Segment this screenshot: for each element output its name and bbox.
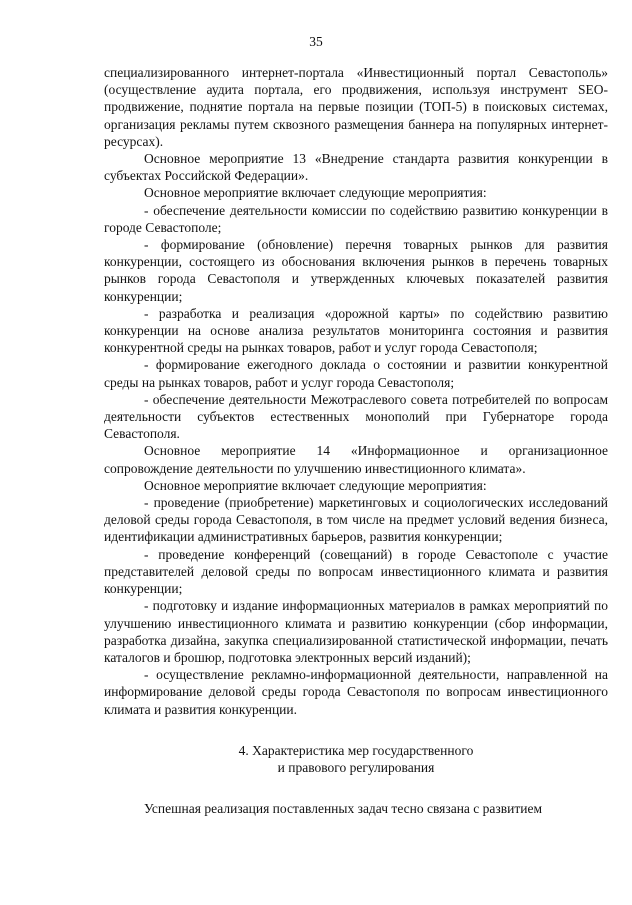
list-item-research: - проведение (приобретение) маркетинговых и социологических исследований деловой среды города Севастополя, в том числе на предмет условий ведения бизнеса, идентификации административных барьеров, развития конкуренции; [104,495,608,545]
list-item-market-list: - формирование (обновление) перечня товарных рынков для развития конкуренции, состоящего из обоснования включения рынков в перечень товарных рынков города Севастополя и утвержденных ключевых показателей развития конкуренции; [104,237,608,304]
list-item-annual-report: - формирование ежегодного доклада о состоянии и развитии конкурентной среды на рынках товаров, работ и услуг города Севастополя; [104,357,608,390]
document-body [104,64,608,817]
list-item-advertising: - осуществление рекламно-информационной деятельности, направленной на информирование деловой среды города Севастополя по вопросам инвестиционного климата и развития конкуренции. [104,667,608,717]
paragraph-main-activity-13: Основное мероприятие 13 «Внедрение стандарта развития конкуренции в субъектах Российской Федерации». [104,151,608,184]
list-item-roadmap: - разработка и реализация «дорожной карты» по содействию развитию конкуренции на основе анализа результатов мониторинга состояния и развития конкурентной среды на рынках товаров, работ и услуг города Севастополя; [104,305,608,356]
section-heading [104,742,608,776]
page-number: 35 [309,34,323,49]
paragraph-closing: Успешная реализация поставленных задач тесно связана с развитием [144,801,542,817]
paragraph-portal-continuation: специализированного интернет-портала «Инвестиционный портал Севастополь» (осуществление аудита портала, его продвижения, используя инструмент SEO-продвижение, поднятие портала на первые позиции (ТОП-5) в поисковых системах, организация рекламы путем сквозного размещения баннера на популярных интернет-ресурсах). [104,65,608,149]
list-item-conferences: - проведение конференций (совещаний) в городе Севастополе с участие представителей деловой среды по вопросам инвестиционного климата и развития конкуренции; [104,546,608,597]
list-item-consumer-council: - обеспечение деятельности Межотраслевого совета потребителей по вопросам деятельности субъектов естественных монополий при Губернаторе города Севастополя. [104,391,608,442]
paragraph-activities-intro: Основное мероприятие включает следующие мероприятия: [144,185,487,201]
paragraph-main-activity-14: Основное мероприятие 14 «Информационное и организационное сопровождение деятельности по улучшению инвестиционного климата». [104,443,608,476]
list-item-commission: - обеспечение деятельности комиссии по содействию развитию конкуренции в городе Севастополе; [104,202,608,235]
section-heading-line-2: и правового регулирования [277,759,435,775]
section-heading-line-1: 4. Характеристика мер государственного [238,742,474,758]
paragraph-activities-intro-2: Основное мероприятие включает следующие мероприятия: [144,477,487,493]
list-item-publications: - подготовку и издание информационных материалов в рамках мероприятий по улучшению инвестиционного климата и развитию конкуренции (сбор информации, разработка дизайна, закупка специализированной статистической информации, печать каталогов и брошюр, подготовка электронных версий изданий); [104,598,608,665]
